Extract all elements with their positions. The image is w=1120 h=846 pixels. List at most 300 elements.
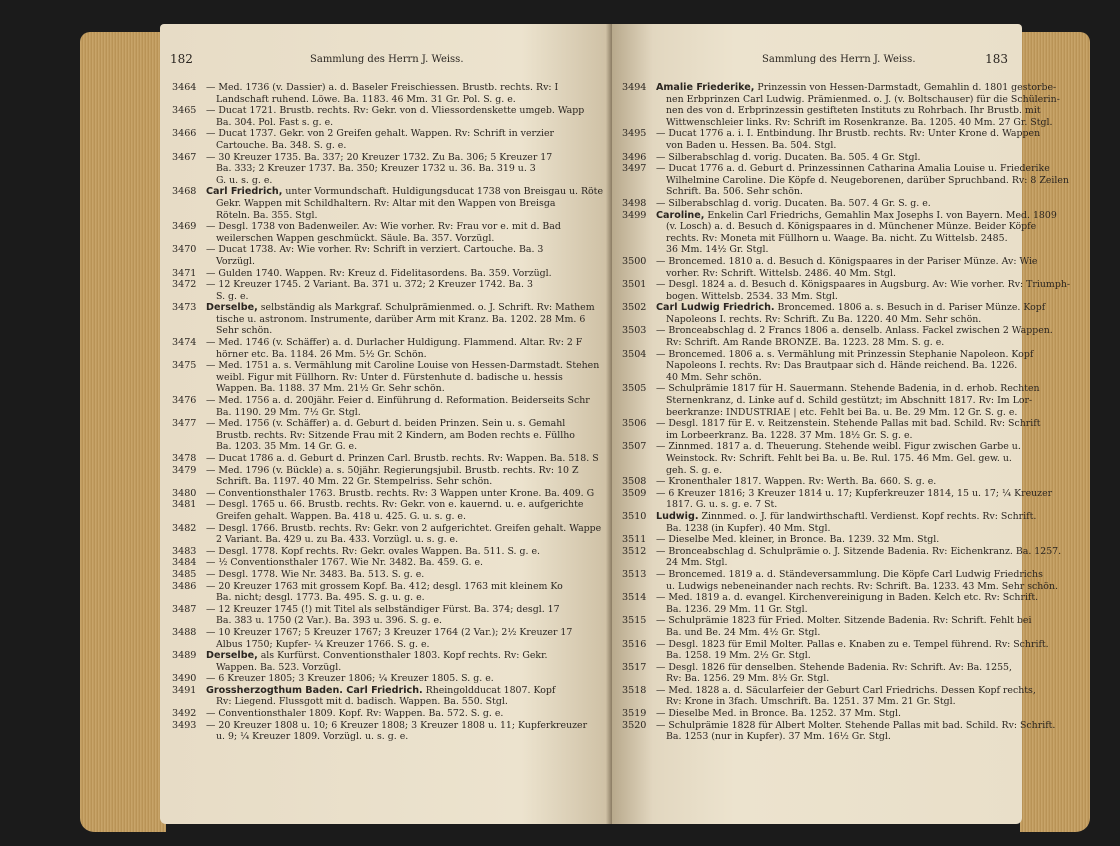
- entry-text: G. u. s. g. e.: [216, 174, 273, 186]
- entry-text: beerkranze: INDUSTRIAE | etc. Fehlt bei Ba. u. Be. 29 Mm. 12 Gr. S. g. e.: [666, 406, 1018, 418]
- entry-line: [206, 696, 608, 708]
- catalog-entry: [172, 244, 608, 267]
- entry-line: [656, 116, 1053, 129]
- entry-line: [656, 684, 1036, 697]
- entry-line: [206, 94, 608, 106]
- entry-text: — Ducat 1776 a. d. Geburt d. Prinzessinnen Catharina Amalia Louise u. Friederike: [656, 163, 1050, 175]
- catalog-entry: [172, 186, 608, 221]
- entry-line: [656, 499, 1014, 511]
- entry-line: [206, 302, 608, 314]
- entry-text: Ba. 1258. 19 Mm. 2½ Gr. Stgl.: [666, 650, 811, 662]
- running-head: Sammlung des Herrn J. Weiss.: [310, 54, 464, 65]
- entry-text: 1817. G. u. s. g. e. 7 St.: [666, 499, 778, 511]
- entry-text: nen des von d. Erbprinzessin gestifteten Instituts zu Rohrbach. Ihr Brustb. mit: [666, 105, 1041, 117]
- entry-text: Sternenkranz, d. Linke auf d. Schild gestützt; im Abschnitt 1817. Rv: Im Lor-: [666, 395, 1033, 407]
- entry-line: [206, 233, 608, 245]
- entry-text: Prinzessin von Hessen-Darmstadt, Gemahlin d. 1801 gestorbe-: [754, 82, 1057, 93]
- entry-text: — Silberabschlag d. vorig. Ducaten. Ba. 505. 4 Gr. Stgl.: [656, 151, 921, 163]
- entry-number: 3478: [172, 453, 197, 464]
- entry-line: [206, 523, 608, 535]
- entry-number: 3486: [172, 580, 197, 592]
- entry-number: 3496: [622, 151, 647, 163]
- entry-line: [206, 337, 608, 349]
- entry-text: — Ducat 1721. Brustb. rechts. Rv: Gekr. von d. Vliessordenskette umgeb. Wapp: [206, 105, 585, 117]
- catalog-entry: [172, 221, 608, 244]
- catalog-entry: [172, 627, 608, 650]
- catalog-entry: [622, 592, 1039, 615]
- entry-text: vorher. Rv: Schrift. Wittelsb. 2486. 40 Mm. Stgl.: [666, 267, 896, 279]
- entry-line: [656, 638, 1049, 651]
- entry-text: — Kronenthaler 1817. Wappen. Rv: Werth. Ba. 660. S. g. e.: [656, 476, 937, 488]
- entry-line: [656, 337, 1014, 349]
- entry-line: [656, 731, 1014, 743]
- entry-text: — Ducat 1737. Gekr. von 2 Greifen gehalt. Wappen. Rv: Schrift in verzier: [206, 128, 554, 140]
- entry-heading: Ludwig.: [656, 510, 699, 522]
- entry-text: Weinstock. Rv: Schrift. Fehlt bei Ba. u. Be. Rul. 175. 46 Mm. Gel. gew. u.: [666, 453, 1012, 464]
- catalog-entry: [172, 673, 608, 685]
- entry-number: 3491: [172, 684, 197, 696]
- entry-line: [206, 592, 608, 604]
- entry-number: 3475: [172, 360, 197, 372]
- catalog-entry: [172, 546, 608, 558]
- entry-line: [206, 256, 608, 268]
- entry-text: Albus 1750; Kupfer- ¼ Kreuzer 1766. S. g. e.: [216, 638, 430, 650]
- entry-number: 3502: [622, 302, 647, 314]
- entry-text: — Med. 1796 (v. Bückle) a. s. 50jähr. Regierungsjubil. Brustb. rechts. Rv: 10 Z: [206, 464, 579, 476]
- entry-number: 3515: [622, 615, 647, 627]
- entry-line: [206, 627, 608, 639]
- entry-number: 3483: [172, 545, 197, 557]
- catalog-entry: [172, 453, 608, 465]
- catalog-entry: [172, 105, 608, 128]
- entry-line: [656, 708, 1014, 720]
- entry-text: Brustb. rechts. Rv: Sitzende Frau mit 2 Kindern, am Boden rechts e. Füllho: [216, 429, 575, 441]
- entry-text: — Broncemed. 1819 a. d. Ständeversammlung. Die Köpfe Carl Ludwig Friedrichs: [656, 568, 1043, 580]
- catalog-entry: [622, 615, 1032, 638]
- entry-line: [656, 696, 1014, 708]
- entry-text: Wittwenschleier links. Rv: Schrift im Rosenkranze. Ba. 1205. 40 Mm. 27 Gr. Stgl.: [666, 116, 1053, 128]
- entry-number: 3488: [172, 626, 197, 638]
- entry-text: Ba. 383 u. 1750 (2 Var.). Ba. 393 u. 396. S. g. e.: [216, 615, 442, 627]
- entry-text: hörner etc. Ba. 1184. 26 Mm. 5½ Gr. Schön.: [216, 348, 427, 360]
- catalog-entry: [172, 708, 608, 720]
- entry-text: bogen. Wittelsb. 2534. 33 Mm. Stgl.: [666, 290, 838, 302]
- entry-heading: Caroline,: [656, 209, 705, 221]
- entry-line: [656, 209, 1057, 222]
- catalog-entry: [172, 268, 608, 280]
- catalog-entry: [172, 569, 608, 581]
- entry-number: 3499: [622, 209, 647, 221]
- entry-text: S. g. e.: [216, 290, 249, 302]
- entry-text: Rv: Schrift. Am Rande BRONZE. Ba. 1223. 28 Mm. S. g. e.: [666, 337, 945, 349]
- entry-line: [656, 174, 1069, 187]
- entry-number: 3464: [172, 82, 197, 93]
- entry-number: 3465: [172, 105, 197, 117]
- entry-text: — Schulprämie 1828 für Albert Molter. Stehende Pallas mit bad. Schild. Rv: Schrift.: [656, 719, 1056, 731]
- entry-line: [656, 128, 1041, 140]
- entry-line: [656, 545, 1062, 558]
- entry-line: [206, 128, 608, 140]
- entry-line: [206, 557, 608, 569]
- entry-text: — Med. 1828 a. d. Säcularfeier der Geburt Carl Friedrichs. Dessen Kopf rechts,: [656, 684, 1036, 696]
- entry-text: — Med. 1746 (v. Schäffer) a. d. Durlacher Huldigung. Flammend. Altar. Rv: 2 F: [206, 337, 583, 349]
- catalog-entry: [172, 152, 608, 187]
- entry-number: 3481: [172, 499, 197, 511]
- entry-line: [206, 140, 608, 152]
- entry-line: [656, 719, 1056, 732]
- catalog-entry: [622, 638, 1049, 662]
- entry-text: — Med. 1751 a. s. Vermählung mit Caroline Louise von Hessen-Darmstadt. Stehen: [206, 360, 600, 372]
- entry-text: im Lorbeerkranz. Ba. 1228. 37 Mm. 18½ Gr. S. g. e.: [666, 429, 913, 441]
- entry-heading: Grossherzogthum Baden. Carl Friedrich.: [206, 684, 423, 696]
- entry-line: [656, 406, 1018, 419]
- entry-number: 3474: [172, 337, 197, 349]
- catalog-entry: [622, 441, 1021, 476]
- entry-number: 3476: [172, 395, 197, 407]
- entry-text: — Broncemed. 1810 a. d. Besuch d. Königspaares in der Pariser Münze. Av: Wie: [656, 255, 1038, 267]
- catalog-entry: [622, 209, 1057, 256]
- entry-text: Ba. und Be. 24 Mm. 4½ Gr. Stgl.: [666, 626, 821, 638]
- catalog-entry: [622, 152, 1014, 164]
- catalog-entry: [172, 302, 608, 337]
- entry-text: — ½ Conventionsthaler 1767. Wie Nr. 3482. Ba. 459. G. e.: [206, 557, 484, 569]
- entry-text: tische u. astronom. Instrumente, darüber Arm mit Kranz. Ba. 1202. 28 Mm. 6: [216, 313, 586, 325]
- entry-line: [206, 349, 608, 361]
- entry-line: [206, 569, 608, 581]
- entry-number: 3466: [172, 128, 197, 140]
- catalog-entry: [172, 488, 608, 500]
- catalog-entry: [622, 418, 1041, 441]
- entry-number: 3485: [172, 568, 197, 580]
- entry-number: 3479: [172, 464, 197, 476]
- entry-text: — Med. 1756 (v. Schäffer) a. d. Geburt d. beiden Prinzen. Sein u. s. Gemahl: [206, 418, 566, 430]
- catalog-entry: [172, 523, 608, 546]
- catalog-entry: [172, 720, 608, 743]
- entry-line: [206, 488, 608, 500]
- entry-number: 3514: [622, 592, 647, 604]
- entry-number: 3484: [172, 557, 197, 569]
- entry-number: 3487: [172, 603, 197, 615]
- entry-text: — 20 Kreuzer 1763 mit grossem Kopf. Ba. 412; desgl. 1763 mit kleinem Ko: [206, 580, 563, 592]
- entry-line: [656, 441, 1021, 453]
- entry-number: 3482: [172, 522, 197, 534]
- entry-number: 3507: [622, 441, 647, 453]
- entry-line: [206, 360, 608, 372]
- catalog-entry: [622, 510, 1037, 534]
- entry-text: — 20 Kreuzer 1808 u. 10; 6 Kreuzer 1808; 3 Kreuzer 1808 u. 11; Kupferkreuzer: [206, 719, 588, 731]
- catalog-entry: [622, 279, 1071, 302]
- entry-number: 3494: [622, 82, 647, 93]
- entry-line: [206, 673, 608, 685]
- entry-text: — Desgl. 1826 für denselben. Stehende Badenia. Rv: Schrift. Av: Ba. 1255,: [656, 661, 1012, 673]
- entry-number: 3505: [622, 383, 647, 395]
- entry-line: [206, 441, 608, 453]
- entry-line: [656, 82, 1057, 94]
- entry-text: — Conventionsthaler 1809. Kopf. Rv: Wappen. Ba. 572. S. g. e.: [206, 708, 504, 720]
- entry-line: [656, 592, 1039, 604]
- entry-line: [656, 453, 1014, 465]
- entry-heading: Derselbe,: [206, 302, 258, 314]
- entry-number: 3480: [172, 487, 197, 499]
- entry-text: Ba. 1190. 29 Mm. 7½ Gr. Stgl.: [216, 406, 361, 418]
- entry-text: — Desgl. 1778. Wie Nr. 3483. Ba. 513. S. g. e.: [206, 568, 425, 580]
- entry-line: [656, 291, 1014, 303]
- entry-text: — Med. 1756 a. d. 200jähr. Feier d. Einführung d. Reformation. Beiderseits Schr: [206, 395, 590, 407]
- entry-line: [656, 383, 1040, 395]
- entry-text: — Silberabschlag d. vorig. Ducaten. Ba. 507. 4 Gr. S. g. e.: [656, 197, 931, 209]
- entry-text: Cartouche. Ba. 348. S. g. e.: [216, 139, 347, 151]
- entry-text: Vorzügl.: [216, 255, 255, 267]
- entry-text: weilerschen Wappen geschmückt. Säule. Ba. 357. Vorzügl.: [216, 232, 495, 244]
- entry-number: 3470: [172, 244, 197, 256]
- entry-text: — Desgl. 1738 von Badenweiler. Av: Wie vorher. Rv: Frau vor e. mit d. Bad: [206, 221, 561, 233]
- entry-number: 3519: [622, 708, 647, 720]
- entry-line: [656, 244, 1014, 256]
- entry-line: [656, 523, 1014, 535]
- entry-text: Ba. 333; 2 Kreuzer 1737. Ba. 350; Kreuzer 1732 u. 36. Ba. 319 u. 3: [216, 163, 536, 175]
- entry-number: 3467: [172, 151, 197, 163]
- running-head: Sammlung des Herrn J. Weiss.: [762, 54, 916, 65]
- entry-line: [206, 407, 608, 419]
- entry-line: [656, 105, 1041, 117]
- entry-text: Napoleons I. rechts. Rv: Das Brautpaar sich d. Hände reichend. Ba. 1226.: [666, 360, 1018, 372]
- entry-text: Rv: Krone in 3fach. Umschrift. Ba. 1251. 37 Mm. 21 Gr. Stgl.: [666, 696, 956, 708]
- entry-text: — 12 Kreuzer 1745. 2 Variant. Ba. 371 u. 372; 2 Kreuzer 1742. Ba. 3: [206, 279, 533, 291]
- entry-number: 3503: [622, 325, 647, 337]
- entry-text: u. Ludwigs nebeneinander nach rechts. Rv: Schrift. Ba. 1233. 43 Mm. Sehr schön.: [666, 580, 1058, 592]
- entry-text: — Desgl. 1766. Brustb. rechts. Rv: Gekr. von 2 aufgerichtet. Greifen gehalt. Wappe: [206, 522, 602, 534]
- entry-line: [656, 255, 1038, 268]
- entry-line: [206, 210, 608, 222]
- entry-line: [206, 117, 608, 129]
- entry-text: — Ducat 1786 a. d. Geburt d. Prinzen Carl. Brustb. rechts. Rv: Wappen. Ba. 518. S: [206, 453, 599, 464]
- catalog-entry: [172, 581, 608, 604]
- entry-text: — 12 Kreuzer 1745 (!) mit Titel als selbständiger Fürst. Ba. 374; desgl. 17: [206, 603, 560, 615]
- catalog-entry: [622, 325, 1053, 349]
- entry-line: [656, 395, 1033, 407]
- entry-line: [206, 314, 608, 326]
- open-book: [80, 14, 1090, 834]
- entry-line: [656, 418, 1041, 430]
- page-number: 183: [985, 52, 1008, 66]
- catalog-entry: [622, 708, 1014, 720]
- entry-text: — Conventionsthaler 1763. Brustb. rechts. Rv: 3 Wappen unter Krone. Ba. 409. G: [206, 487, 595, 499]
- catalog-entry: [622, 545, 1062, 569]
- entry-line: [656, 580, 1058, 593]
- left-page: [160, 24, 612, 824]
- entry-text: rechts. Rv: Moneta mit Füllhorn u. Waage. Ba. nicht. Zu Wittelsb. 2485.: [666, 232, 1008, 244]
- catalog-entry: [622, 163, 1069, 198]
- entry-line: [656, 476, 1014, 488]
- entry-line: [206, 186, 608, 198]
- entry-text: — 6 Kreuzer 1816; 3 Kreuzer 1814 u. 17; Kupferkreuzer 1814, 15 u. 17; ¼ Kreuzer: [656, 487, 1053, 499]
- entry-number: 3493: [172, 719, 197, 731]
- entry-text: Gekr. Wappen mit Schildhaltern. Rv: Altar mit den Wappen von Breisga: [216, 197, 556, 209]
- entry-text: — 6 Kreuzer 1805; 3 Kreuzer 1806; ¼ Kreuzer 1805. S. g. e.: [206, 673, 494, 685]
- entry-line: [656, 568, 1043, 581]
- entry-line: [206, 430, 608, 442]
- entry-text: — Desgl. 1824 a. d. Besuch d. Königspaares in Augsburg. Av: Wie vorher. Rv: Triumph-: [656, 279, 1071, 291]
- entry-line: [656, 465, 1014, 477]
- entry-text: Ba. nicht; desgl. 1773. Ba. 495. S. g. u. g. e.: [216, 592, 425, 604]
- entry-line: [206, 650, 608, 662]
- entry-text: Schrift. Ba. 1197. 40 Mm. 22 Gr. Stempelriss. Sehr schön.: [216, 476, 493, 488]
- entry-line: [656, 233, 1014, 245]
- entry-text: als Kurfürst. Conventionsthaler 1803. Kopf rechts. Rv: Gekr.: [257, 650, 548, 662]
- entry-line: [206, 720, 608, 732]
- entry-line: [206, 82, 608, 94]
- entry-number: 3506: [622, 418, 647, 430]
- entry-number: 3508: [622, 476, 647, 488]
- entry-line: [656, 221, 1037, 233]
- entry-line: [656, 372, 1014, 384]
- entry-text: Napoleons I. rechts. Rv: Schrift. Zu Ba. 1220. 40 Mm. Sehr schön.: [666, 313, 982, 325]
- entry-text: Rv: Liegend. Flussgott mit d. badisch. Wappen. Ba. 550. Stgl.: [216, 696, 508, 708]
- entry-text: — Dieselbe Med. in Bronce. Ba. 1252. 37 Mm. Stgl.: [656, 708, 902, 720]
- entry-text: — Gulden 1740. Wappen. Rv: Kreuz d. Fidelitasordens. Ba. 359. Vorzügl.: [206, 267, 552, 279]
- entry-number: 3513: [622, 568, 647, 580]
- entry-line: [206, 615, 608, 627]
- catalog-entry: [622, 128, 1041, 151]
- right-page: [612, 24, 1071, 824]
- entry-line: [206, 499, 608, 511]
- entry-line: [656, 360, 1018, 372]
- catalog-entries: [172, 82, 608, 743]
- page-edges-right: [1020, 32, 1090, 832]
- entry-line: [206, 418, 608, 430]
- entry-line: [206, 221, 608, 233]
- entry-line: [656, 268, 1014, 280]
- catalog-entry: [622, 684, 1036, 708]
- entry-text: Ba. 1203. 35 Mm. 14 Gr. G. e.: [216, 441, 358, 453]
- entry-number: 3471: [172, 267, 197, 279]
- catalog-entry: [172, 360, 608, 395]
- entry-text: — Ducat 1776 a. i. I. Entbindung. Ihr Brustb. rechts. Rv: Unter Krone d. Wappen: [656, 128, 1041, 140]
- entry-text: von Baden u. Hessen. Ba. 504. Stgl.: [666, 139, 837, 151]
- entry-number: 3512: [622, 545, 647, 557]
- entry-number: 3469: [172, 221, 197, 233]
- entry-line: [206, 662, 608, 674]
- entry-line: [656, 627, 1014, 639]
- catalog-entry: [172, 418, 608, 453]
- entry-line: [206, 639, 608, 651]
- entry-line: [206, 581, 608, 593]
- catalog-entry: [172, 279, 608, 302]
- entry-line: [656, 93, 1060, 106]
- entry-line: [656, 557, 1014, 569]
- entry-line: [656, 325, 1053, 337]
- entry-text: selbständig als Markgraf. Schulprämienmed. o. J. Schrift. Rv: Mathem: [257, 302, 595, 314]
- entry-text: — Desgl. 1765 u. 66. Brustb. rechts. Rv: Gekr. von e. kauernd. u. e. aufgerichte: [206, 499, 584, 511]
- entry-text: Rv: Ba. 1256. 29 Mm. 8½ Gr. Stgl.: [666, 673, 830, 685]
- page-number: 182: [170, 52, 193, 66]
- entry-line: [206, 268, 608, 280]
- entry-line: [206, 244, 608, 256]
- entry-heading: Amalie Friederike,: [656, 82, 755, 93]
- entry-number: 3497: [622, 163, 647, 175]
- entry-number: 3501: [622, 279, 647, 291]
- entry-text: — Schulprämie 1823 für Fried. Molter. Sitzende Badenia. Rv: Schrift. Fehlt bei: [656, 615, 1032, 627]
- page-edges-left: [80, 32, 166, 832]
- entry-line: [656, 198, 1014, 210]
- catalog-entry: [622, 255, 1038, 279]
- entry-number: 3498: [622, 197, 647, 209]
- entry-text: Ba. 304. Pol. Fast s. g. e.: [216, 116, 334, 128]
- catalog-entry: [622, 568, 1058, 592]
- entry-line: [656, 650, 1014, 662]
- entry-line: [656, 163, 1050, 175]
- entry-text: 24 Mm. Stgl.: [666, 557, 728, 569]
- entry-line: [656, 604, 1014, 616]
- entry-text: Wilhelmine Caroline. Die Köpfe d. Neugeborenen, darüber Spruchband. Rv: 8 Zeilen: [666, 174, 1069, 186]
- entry-number: 3510: [622, 510, 647, 522]
- entry-number: 3489: [172, 650, 197, 662]
- catalog-entry: [622, 476, 1014, 488]
- entry-text: Greifen gehalt. Wappen. Ba. 418 u. 425. G. u. s. g. e.: [216, 510, 466, 522]
- catalog-entry: [622, 198, 1014, 210]
- entry-text: u. 9; ¼ Kreuzer 1809. Vorzügl. u. s. g. e.: [216, 731, 409, 743]
- catalog-entries: [622, 82, 1071, 743]
- entry-line: [656, 673, 1014, 685]
- entry-line: [206, 511, 608, 523]
- entry-line: [206, 383, 608, 395]
- entry-text: Schrift. Ba. 506. Sehr schön.: [666, 186, 803, 198]
- entry-heading: Carl Friedrich,: [206, 186, 283, 198]
- catalog-entry: [172, 465, 608, 488]
- entry-text: Rheingoldducat 1807. Kopf: [422, 684, 556, 696]
- entry-number: 3511: [622, 534, 647, 546]
- entry-line: [206, 395, 608, 407]
- catalog-entry: [622, 719, 1056, 743]
- entry-text: Sehr schön.: [216, 325, 273, 337]
- entry-line: [656, 662, 1014, 674]
- entry-line: [656, 314, 1014, 326]
- catalog-entry: [172, 557, 608, 569]
- entry-heading: Derselbe,: [206, 650, 258, 662]
- entry-number: 3504: [622, 348, 647, 360]
- entry-number: 3492: [172, 708, 197, 720]
- entry-line: [656, 152, 1014, 164]
- entry-text: unter Vormundschaft. Huldigungsducat 1738 von Breisgau u. Röte: [282, 186, 603, 198]
- entry-text: Zinnmed. o. J. für landwirthschaftl. Verdienst. Kopf rechts. Rv: Schrift.: [698, 510, 1037, 522]
- entry-line: [206, 604, 608, 616]
- entry-line: [656, 487, 1053, 500]
- catalog-entry: [172, 650, 608, 673]
- entry-number: 3473: [172, 302, 197, 314]
- entry-number: 3516: [622, 638, 647, 650]
- entry-text: Wappen. Ba. 1188. 37 Mm. 21½ Gr. Sehr schön.: [216, 383, 445, 395]
- entry-text: 36 Mm. 14½ Gr. Stgl.: [666, 244, 769, 256]
- catalog-entry: [622, 383, 1040, 418]
- entry-line: [656, 534, 1014, 546]
- catalog-entry: [172, 604, 608, 627]
- entry-text: — Broncemed. 1806 a. s. Vermählung mit Prinzessin Stephanie Napoleon. Kopf: [656, 348, 1034, 360]
- entry-text: — Med. 1736 (v. Dassier) a. d. Baseler Freischiessen. Brustb. rechts. Rv: I: [206, 82, 559, 93]
- entry-text: Landschaft ruhend. Löwe. Ba. 1183. 46 Mm. 31 Gr. Pol. S. g. e.: [216, 93, 516, 105]
- entry-text: 40 Mm. Sehr schön.: [666, 371, 762, 383]
- entry-text: — Zinnmed. 1817 a. d. Theuerung. Stehende weibl. Figur zwischen Garbe u.: [656, 441, 1021, 453]
- entry-text: geh. S. g. e.: [666, 464, 723, 476]
- entry-line: [206, 546, 608, 558]
- entry-number: 3509: [622, 487, 647, 499]
- entry-line: [656, 140, 1014, 152]
- entry-number: 3495: [622, 128, 647, 140]
- entry-number: 3518: [622, 684, 647, 696]
- entry-line: [656, 302, 1046, 314]
- entry-line: [206, 372, 608, 384]
- entry-line: [656, 279, 1071, 291]
- catalog-entry: [172, 395, 608, 418]
